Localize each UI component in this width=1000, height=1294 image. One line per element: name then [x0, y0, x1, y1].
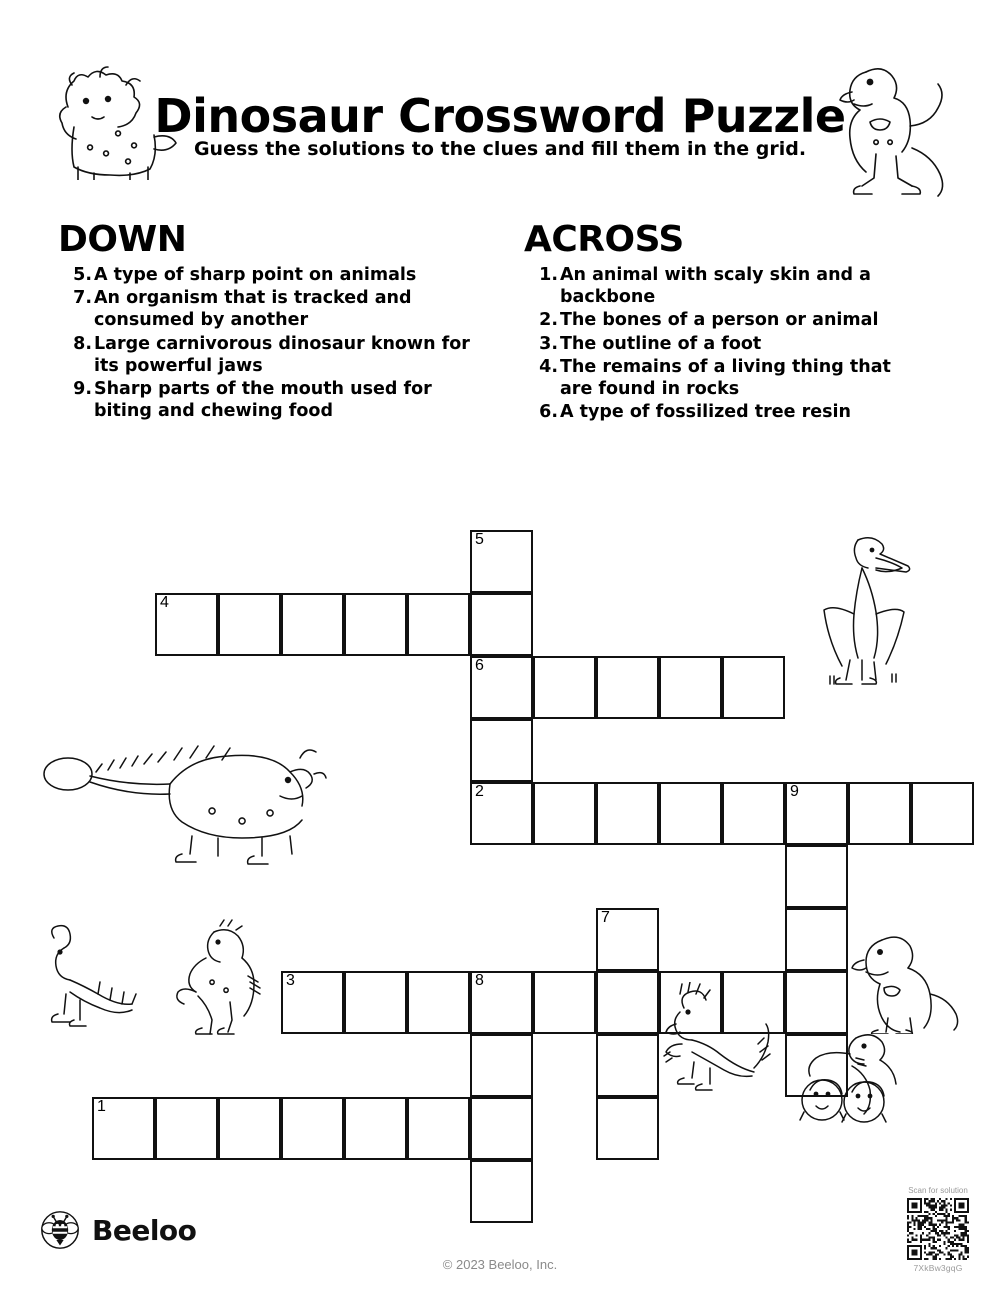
- clues-down-heading: DOWN: [58, 219, 187, 260]
- crossword-cell[interactable]: [344, 971, 407, 1034]
- page-header: [0, 0, 1000, 200]
- qr-code-text: 7XkBw3gqG: [913, 1263, 963, 1273]
- clue-item: [534, 356, 924, 400]
- crossword-cell[interactable]: [596, 908, 659, 971]
- clue-text: A type of fossilized tree resin: [560, 402, 851, 423]
- clue-item: [534, 401, 924, 423]
- crossword-cell[interactable]: [596, 1097, 659, 1160]
- clues-down-column: [58, 219, 488, 424]
- crossword-cell[interactable]: [407, 971, 470, 1034]
- crossword-cell[interactable]: [911, 782, 974, 845]
- clue-text: An animal with scaly skin and a backbone: [560, 265, 871, 308]
- qr-solution-block[interactable]: [890, 1186, 986, 1273]
- brand-name: Beeloo: [92, 1213, 197, 1247]
- bee-icon: [40, 1210, 80, 1250]
- cell-number: 6: [475, 657, 484, 674]
- crossword-cell[interactable]: [155, 593, 218, 656]
- trex-right-illustration: [848, 922, 966, 1034]
- clue-item: [534, 264, 924, 308]
- clue-text: A type of sharp point on animals: [94, 265, 417, 285]
- clue-number: 3.: [539, 333, 558, 354]
- clues-across-heading: ACROSS: [524, 219, 684, 260]
- crossword-cell[interactable]: [785, 908, 848, 971]
- crossword-cell[interactable]: [659, 656, 722, 719]
- clue-text: The outline of a foot: [560, 333, 762, 354]
- crossword-cell[interactable]: [470, 971, 533, 1034]
- dilophosaurus-illustration: [168, 918, 274, 1036]
- crossword-cell[interactable]: [281, 971, 344, 1034]
- clue-number: 9.: [73, 379, 92, 400]
- cell-number: 5: [475, 531, 484, 548]
- crossword-cell[interactable]: [596, 656, 659, 719]
- cell-number: 2: [475, 783, 484, 800]
- cell-number: 7: [601, 909, 610, 926]
- clue-number: 6.: [539, 402, 558, 423]
- clue-number: 5.: [73, 265, 92, 285]
- crossword-cell[interactable]: [470, 530, 533, 593]
- clue-number: 2.: [539, 310, 558, 331]
- clue-text: An organism that is tracked and consumed by another: [94, 288, 412, 331]
- crossword-cell[interactable]: [785, 782, 848, 845]
- crossword-cell[interactable]: [596, 782, 659, 845]
- clue-text: The bones of a person or animal: [560, 310, 879, 331]
- clue-number: 8.: [73, 333, 92, 354]
- crossword-cell[interactable]: [785, 845, 848, 908]
- parasaurolophus-illustration: [34, 920, 146, 1032]
- crossword-cell[interactable]: [407, 1097, 470, 1160]
- clues-down-list: [58, 264, 488, 423]
- crossword-cell[interactable]: [722, 782, 785, 845]
- crossword-cell[interactable]: [596, 971, 659, 1034]
- crossword-cell[interactable]: [155, 1097, 218, 1160]
- crossword-cell[interactable]: [659, 782, 722, 845]
- brand-logo-group: [40, 1210, 196, 1250]
- clue-number: 4.: [539, 356, 558, 377]
- archaeopteryx-illustration: [658, 982, 784, 1094]
- crossword-cell[interactable]: [218, 593, 281, 656]
- crossword-cell[interactable]: [92, 1097, 155, 1160]
- crossword-cell[interactable]: [596, 1034, 659, 1097]
- cell-number: 4: [160, 594, 169, 611]
- qr-label: Scan for solution: [908, 1186, 968, 1195]
- baby-dinos-illustration: [790, 1022, 922, 1134]
- crossword-cell[interactable]: [470, 782, 533, 845]
- crossword-cell[interactable]: [281, 593, 344, 656]
- crossword-cell[interactable]: [848, 782, 911, 845]
- crossword-cell[interactable]: [533, 971, 596, 1034]
- cell-number: 9: [790, 783, 799, 800]
- crossword-cell[interactable]: [344, 1097, 407, 1160]
- page-subtitle: Guess the solutions to the clues and fill them in the grid.: [193, 138, 807, 160]
- crossword-cell[interactable]: [281, 1097, 344, 1160]
- crossword-cell[interactable]: [470, 593, 533, 656]
- crossword-cell[interactable]: [533, 656, 596, 719]
- clues-across-list: [524, 264, 924, 424]
- cell-number: 3: [286, 972, 295, 989]
- ankylosaurus-illustration: [42, 718, 334, 866]
- cell-number: 8: [475, 972, 484, 989]
- clue-number: 7.: [73, 288, 92, 309]
- crossword-cell[interactable]: [344, 593, 407, 656]
- crossword-cell[interactable]: [470, 1034, 533, 1097]
- clue-item: [68, 378, 488, 422]
- copyright-text: © 2023 Beeloo, Inc.: [442, 1257, 558, 1272]
- crossword-cell[interactable]: [470, 656, 533, 719]
- crossword-cell[interactable]: [470, 719, 533, 782]
- crossword-cell[interactable]: [407, 593, 470, 656]
- crossword-cell[interactable]: [470, 1097, 533, 1160]
- pterosaur-illustration: [800, 528, 920, 690]
- clue-item: [534, 333, 924, 355]
- clue-text: Sharp parts of the mouth used for biting and chewing food: [94, 379, 432, 422]
- clue-text: The remains of a living thing that are found in rocks: [560, 356, 891, 400]
- qr-code-icon[interactable]: [907, 1198, 969, 1260]
- clue-item: [68, 333, 488, 377]
- clue-item: [68, 264, 488, 286]
- clue-item: [534, 309, 924, 331]
- clue-text: Large carnivorous dinosaur known for its powerful jaws: [94, 333, 470, 376]
- cell-number: 1: [97, 1098, 106, 1115]
- clue-number: 1.: [539, 265, 558, 285]
- page-title: Dinosaur Crossword Puzzle: [154, 88, 846, 143]
- clue-item: [68, 287, 488, 331]
- clues-across-column: [524, 219, 924, 425]
- crossword-cell[interactable]: [218, 1097, 281, 1160]
- crossword-cell[interactable]: [533, 782, 596, 845]
- crossword-cell[interactable]: [722, 656, 785, 719]
